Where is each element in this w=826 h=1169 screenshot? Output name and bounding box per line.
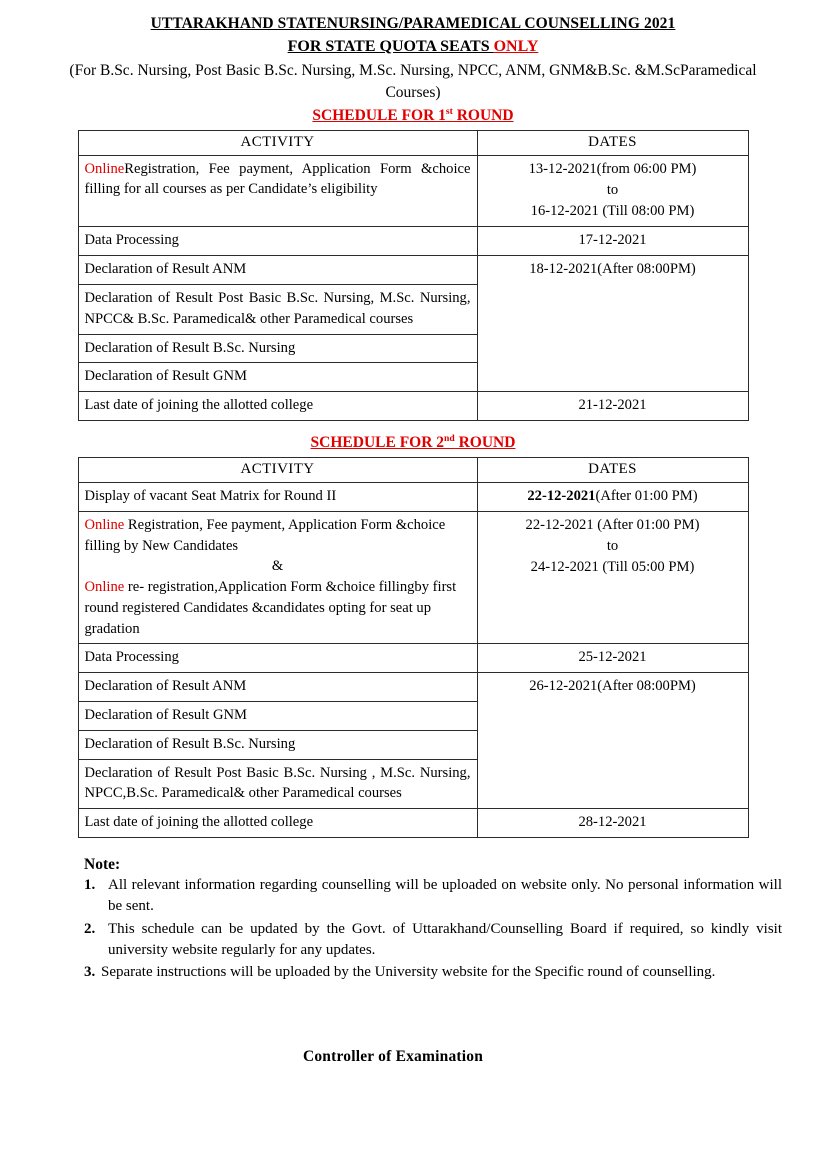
list-item: [84, 962, 782, 983]
round1-schedule-table: [78, 130, 749, 421]
date-rest-part: (After 01:00 PM): [595, 487, 698, 504]
subtitle-courses-list: (For B.Sc. Nursing, Post Basic B.Sc. Nursing, M.Sc. Nursing, NPCC, ANM, GNM&B.Sc. &M.ScParamedical Courses): [69, 62, 757, 101]
table-row: [78, 256, 748, 285]
note-text: This schedule can be updated by the Govt. of Uttarakhand/Counselling Board if required, so kindly visit university website regularly for any updates.: [108, 920, 782, 959]
note-number: 2.: [84, 920, 96, 937]
date-bold-part: 22-12-2021: [527, 487, 596, 504]
document-footer: [0, 1048, 826, 1066]
activity-text: re- registration,Application Form &choice fillingby first round registered Candidates &candidates opting for seat up gradation: [84, 579, 457, 637]
table-row: [78, 155, 748, 226]
note-number: 3.: [84, 964, 96, 981]
activity-last-date-joining: Last date of joining the allotted college: [78, 809, 477, 838]
column-header-dates: DATES: [477, 130, 748, 155]
dates-results-group: 26-12-2021(After 08:00PM): [477, 673, 748, 809]
activity-result-bsc-nursing: Declaration of Result B.Sc. Nursing: [78, 334, 477, 363]
table-row: [78, 809, 748, 838]
table-row: [78, 482, 748, 511]
activity-result-bsc-nursing: Declaration of Result B.Sc. Nursing: [78, 730, 477, 759]
column-header-activity: ACTIVITY: [78, 130, 477, 155]
column-header-dates: DATES: [477, 457, 748, 482]
activity-result-anm: Declaration of Result ANM: [78, 673, 477, 702]
online-keyword: Online: [84, 516, 125, 533]
list-item: [84, 875, 782, 918]
activity-result-gnm: Declaration of Result GNM: [78, 363, 477, 392]
activity-round2-registration: [78, 511, 477, 643]
table-header-row: [78, 130, 748, 155]
activity-result-gnm: Declaration of Result GNM: [78, 702, 477, 731]
page-title: UTTARAKHAND STATENURSING/PARAMEDICAL COUNSELLING 2021: [150, 15, 676, 32]
table-row: [78, 644, 748, 673]
activity-text: Registration, Fee payment, Application Form &choice filling by New Candidates: [84, 516, 446, 554]
date-line: 13-12-2021(from 06:00 PM): [528, 160, 697, 177]
dates-last-date-joining: 28-12-2021: [477, 809, 748, 838]
signature-controller-of-examination: Controller of Examination: [302, 1047, 484, 1065]
notes-label: Note:: [84, 856, 121, 874]
note-number: 1.: [84, 877, 96, 894]
date-line: 22-12-2021 (After 01:00 PM): [525, 516, 700, 533]
round2-schedule-table: [78, 457, 749, 838]
round1-heading-prefix: SCHEDULE FOR 1: [312, 107, 446, 125]
round1-heading-suffix: ROUND: [452, 107, 514, 125]
round2-heading-prefix: SCHEDULE FOR 2: [310, 434, 445, 452]
activity-new-candidates-line: [85, 515, 471, 556]
date-line: to: [606, 181, 619, 198]
activity-result-anm: Declaration of Result ANM: [78, 256, 477, 285]
round2-heading-ordinal: nd: [444, 432, 455, 444]
notes-section: [0, 856, 826, 983]
date-line: to: [606, 538, 619, 555]
date-line: 24-12-2021 (Till 05:00 PM): [530, 559, 695, 576]
dates-vacant-seat-matrix: [477, 482, 748, 511]
online-keyword: Online: [84, 579, 125, 596]
round2-heading: [0, 432, 826, 454]
note-text: Separate instructions will be uploaded by the University website for the Specific round of counselling.: [101, 964, 716, 981]
activity-result-postbasic-group: Declaration of Result Post Basic B.Sc. Nursing, M.Sc. Nursing, NPCC& B.Sc. Paramedical& other Paramedical courses: [78, 285, 477, 334]
table-row: [78, 511, 748, 643]
dates-results-group: 18-12-2021(After 08:00PM): [477, 256, 748, 392]
activity-vacant-seat-matrix: Display of vacant Seat Matrix for Round II: [78, 482, 477, 511]
table-row: [78, 391, 748, 420]
dates-online-registration: [477, 155, 748, 226]
table-header-row: [78, 457, 748, 482]
activity-result-postbasic-group: Declaration of Result Post Basic B.Sc. Nursing , M.Sc. Nursing, NPCC,B.Sc. Paramedical& other Paramedical courses: [78, 759, 477, 808]
document-header: [0, 0, 826, 103]
activity-data-processing: Data Processing: [78, 227, 477, 256]
round1-heading: [0, 105, 826, 127]
round2-heading-suffix: ROUND: [454, 434, 516, 452]
table-spacer: [0, 421, 826, 430]
table-row: [78, 227, 748, 256]
list-item: [84, 919, 782, 962]
dates-data-processing: 25-12-2021: [477, 644, 748, 673]
activity-online-registration: [78, 155, 477, 226]
column-header-activity: ACTIVITY: [78, 457, 477, 482]
dates-round2-registration: [477, 511, 748, 643]
activity-ampersand-separator: &: [271, 558, 284, 575]
note-text: All relevant information regarding counselling will be uploaded on website only. No personal information will be sent.: [108, 877, 782, 915]
online-keyword: Online: [84, 160, 125, 177]
round1-heading-ordinal: st: [445, 105, 453, 117]
activity-last-date-joining: Last date of joining the allotted college: [78, 391, 477, 420]
activity-reregistration-line: [85, 577, 471, 639]
subtitle-plain-text: FOR STATE QUOTA SEATS: [287, 37, 494, 55]
subtitle-state-quota: [0, 36, 826, 58]
activity-data-processing: Data Processing: [78, 644, 477, 673]
activity-text: Registration, Fee payment, Application Form &choice filling for all courses as per Candidate’s eligibility: [84, 160, 471, 198]
subtitle-only-highlight: ONLY: [493, 37, 539, 55]
date-line: 16-12-2021 (Till 08:00 PM): [530, 203, 695, 220]
dates-data-processing: 17-12-2021: [477, 227, 748, 256]
dates-last-date-joining: 21-12-2021: [477, 391, 748, 420]
table-row: [78, 673, 748, 702]
